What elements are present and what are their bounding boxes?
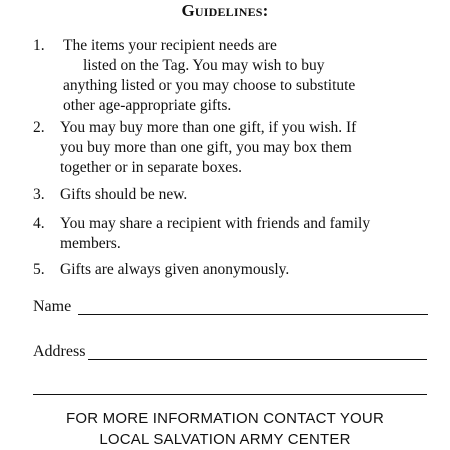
footer-line-1: FOR MORE INFORMATION CONTACT YOUR <box>66 410 384 427</box>
guideline-line: Gifts are always given anonymously. <box>60 261 290 278</box>
guideline-line: You may buy more than one gift, if you wish. If <box>60 119 357 136</box>
guideline-line: listed on the Tag. You may wish to buy <box>83 57 325 74</box>
address-label: Address <box>33 343 86 360</box>
guideline-number: 1. <box>33 37 45 54</box>
guideline-line: together or in separate boxes. <box>60 159 243 176</box>
guideline-line: The items your recipient needs are <box>63 37 277 54</box>
name-label: Name <box>33 298 72 315</box>
blank-line <box>33 394 427 395</box>
guideline-item-1 <box>33 36 433 116</box>
guideline-line: other age-appropriate gifts. <box>63 97 232 114</box>
guideline-number: 3. <box>33 186 45 203</box>
guideline-number: 5. <box>33 261 45 278</box>
guideline-item-5 <box>33 260 433 280</box>
guideline-number: 2. <box>33 119 45 136</box>
footer-line-2: LOCAL SALVATION ARMY CENTER <box>99 431 351 448</box>
guideline-item-2 <box>33 118 433 178</box>
guideline-line: you buy more than one gift, you may box them <box>60 139 352 156</box>
guideline-line: anything listed or you may choose to substitute <box>63 77 356 94</box>
page-title: Guidelines: <box>181 1 269 20</box>
guideline-line: You may share a recipient with friends and family <box>60 215 371 232</box>
address-line <box>88 359 427 360</box>
guideline-line: Gifts should be new. <box>60 186 188 203</box>
guideline-item-4 <box>33 214 433 254</box>
guideline-line: members. <box>60 235 121 252</box>
guideline-number: 4. <box>33 215 45 232</box>
name-line <box>78 314 428 315</box>
guideline-item-3 <box>33 185 433 205</box>
